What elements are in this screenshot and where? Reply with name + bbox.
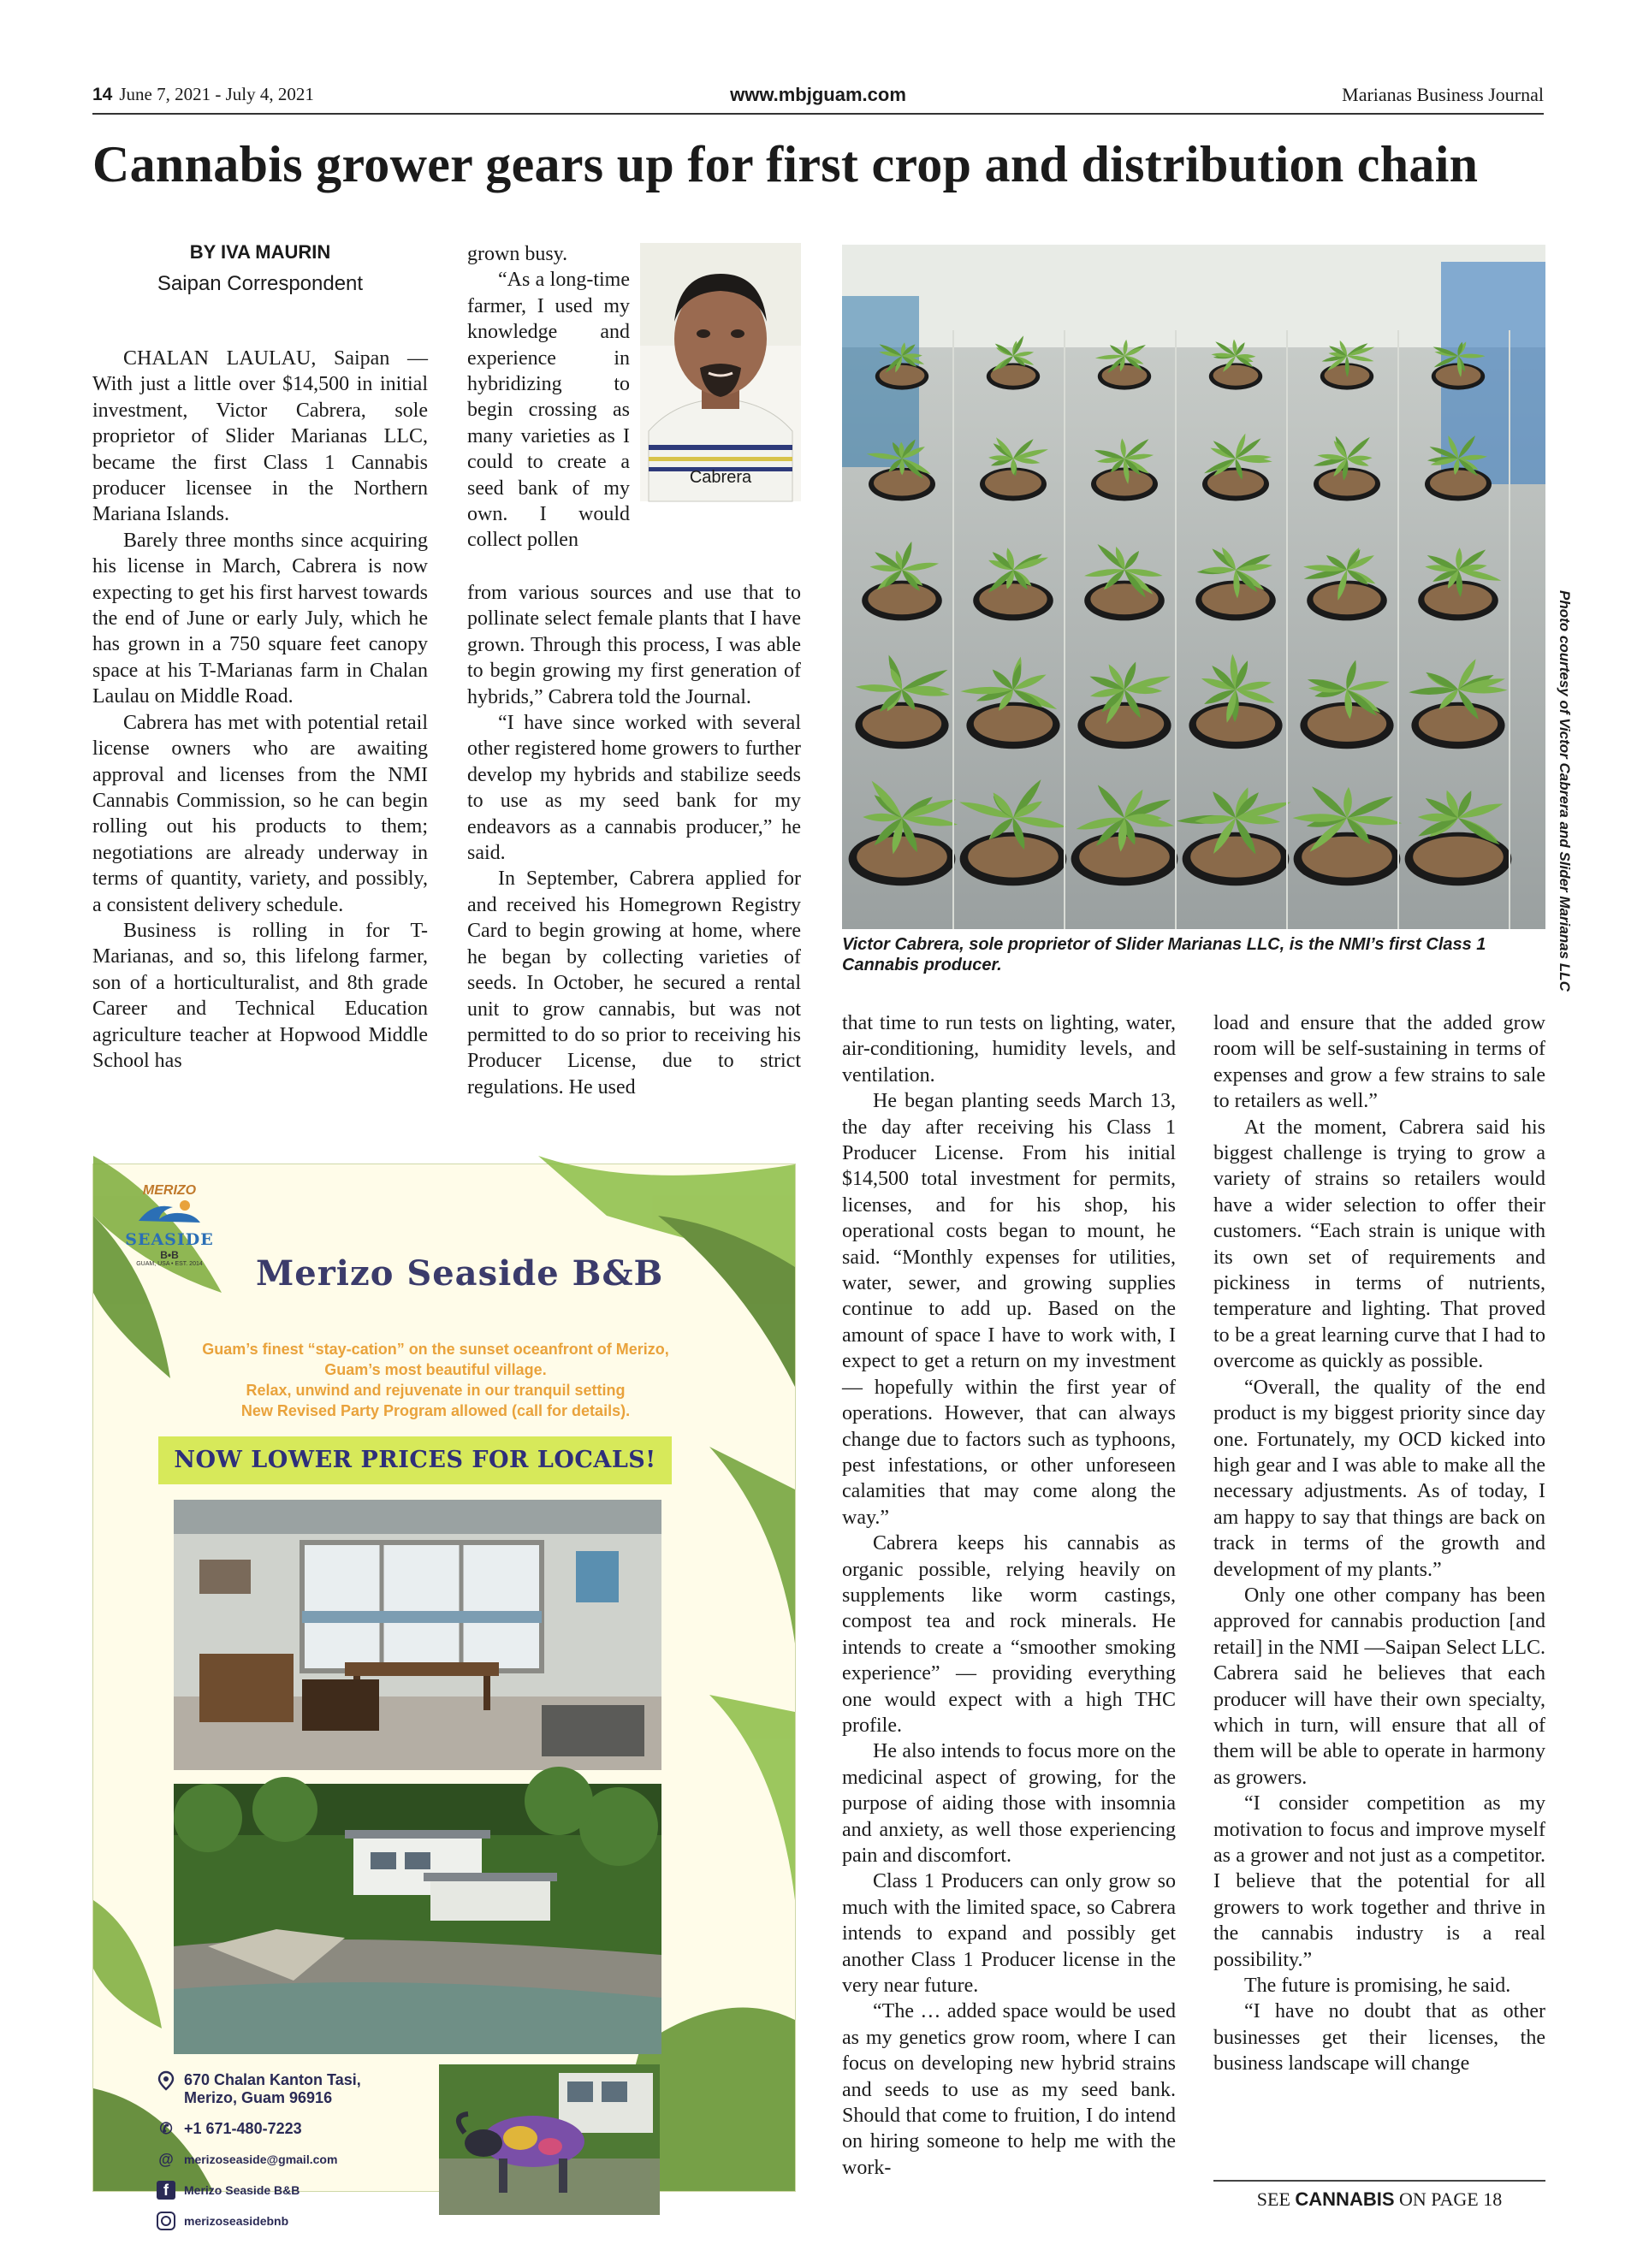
article-column-3 [842, 1010, 1176, 2181]
phone-number: +1 671-480-7223 [184, 2119, 302, 2137]
photo-credit: Photo courtesy of Victor Cabrera and Slider Marianas LLC [1557, 590, 1573, 992]
ad-exterior-photo [174, 1784, 661, 2054]
page-number: 14 [92, 85, 113, 104]
continued-jump-line[interactable]: SEE CANNABIS ON PAGE 18 [1213, 2180, 1545, 2211]
ad-logo [124, 1183, 215, 1277]
facebook-line[interactable] [157, 2181, 439, 2200]
paragraph: He began planting seeds March 13, the day after receiving his Class 1 Producer License. From his initial $14,500 total investment for permits, licenses, and for his shop, his operational costs began to mount, he said. “Monthly expenses for utilities, water, sewer, and growing supplies continue to add up. Based on the amount of space I have to work with, I expect to get a return on my investment — hopefully within the first year of operations. However, that can always change due to factors such as typhoons, pest infestations, or other unforeseen calamities that may come along the way.” [842, 1090, 1176, 1529]
facebook-icon: f [157, 2181, 175, 2200]
ad-promo-banner: NOW LOWER PRICES FOR LOCALS! [158, 1436, 672, 1484]
portrait-image [640, 243, 801, 501]
cannabis-plants-image [842, 245, 1545, 929]
paragraph: Class 1 Producers can only grow so much with the limited space, so Cabrera intends to expand and possibly get another Class 1 Producer license in the very near future. [842, 1870, 1176, 1998]
phone-line[interactable] [157, 2119, 439, 2138]
paragraph: “The … added space would be used as my genetics grow room, where I can focus on developing new hybrid strains and seeds to use as my seed bank. Should that come to fruition, I do intend on hiring someone to help me with the work- [842, 2000, 1176, 2179]
paragraph: from various sources and use that to pollinate select female plants that I have grown. Through this process, I was able to begin growing my first generation of hybrids,” Cabrera told the Journal. [467, 582, 801, 708]
wave-icon [135, 1199, 204, 1226]
logo-top-text: MERIZO [142, 1183, 197, 1198]
ad-sculpture-photo [439, 2064, 660, 2215]
instagram-handle: merizoseasidebnb [184, 2214, 289, 2228]
address-line [157, 2071, 439, 2107]
paragraph: “I consider competition as my motivation to focus and improve myself as a grower and not just as a competitor. I believe that the potential for all growers to work together and thrive in the cannabis industry is a real possibility.” [1213, 1792, 1545, 1971]
logo-sub-text: B•B [160, 1249, 179, 1261]
paragraph: In September, Cabrera applied for and received his Homegrown Registry Card to begin growing at home, where he began by collecting varieties of seeds. In October, he secured a rental unit to grow cannabis, but was not permitted to do so prior to receiving his Producer License, due to strict regulations. He used [467, 868, 801, 1098]
paragraph: Cabrera keeps his cannabis as organic possible, relying heavily on supplements like worm castings, compost tea and rock minerals. He intends to create a “smoother smoking experience” — providing everything one would expect with a high THC profile. [842, 1532, 1176, 1737]
ad-contact-info [157, 2071, 439, 2242]
paragraph: CHALAN LAULAU, Saipan —With just a little over $14,500 in initial investment, Victor Cabrera, sole proprietor of Slider Marianas LLC, became the first Class 1 Cannabis producer licensee in the Northern Mariana Islands. [92, 347, 428, 526]
phone-icon: ✆ [159, 2119, 173, 2137]
jump-keyword: CANNABIS [1295, 2188, 1395, 2210]
portrait-photo [640, 243, 801, 501]
website-link[interactable]: www.mbjguam.com [730, 84, 906, 105]
logo-main-text: SEASIDE [125, 1230, 214, 1249]
location-pin-icon [157, 2071, 175, 2090]
author-role: Saipan Correspondent [157, 272, 364, 295]
article-column-4 [1213, 1010, 1545, 2077]
facebook-handle: Merizo Seaside B&B [184, 2183, 300, 2197]
paragraph: Business is rolling in for T-Marianas, and so, this lifelong farmer, son of a horticulturalist, and 8th grade Career and Technical Education agriculture teacher at Hopwood Middle School has [92, 919, 428, 1072]
paragraph: “As a long-time farmer, I used my knowledge and experience in hybridizing to begin crossing as many varieties as I could to create a seed bank of my own. I would collect pollen [467, 269, 630, 552]
issue-dates: June 7, 2021 - July 4, 2021 [119, 84, 314, 104]
article-column-2-top [467, 241, 630, 554]
address-line-1: 670 Chalan Kanton Tasi, [184, 2071, 361, 2088]
paragraph: grown busy. [467, 243, 568, 265]
page-header [92, 84, 1544, 115]
article-column-1 [92, 346, 428, 1074]
main-photo [842, 245, 1545, 929]
portrait-caption: Cabrera [689, 468, 752, 487]
article-column-2-bottom [467, 580, 801, 1100]
paragraph: He also intends to focus more on the medicinal aspect of growing, for the purpose of aiding those with insomnia and anxiety, as well those experiencing pain and discomfort. [842, 1740, 1176, 1867]
paragraph: Barely three months since acquiring his license in March, Cabrera is now expecting to get his first harvest towards the end of June or early July, which he has grown in a 750 square feet canopy space at his T-Marianas farm in Chalan Laulau on Middle Road. [92, 529, 428, 708]
publication-name: Marianas Business Journal [1342, 84, 1544, 105]
paragraph: that time to run tests on lighting, water, air-conditioning, humidity levels, and ventilation. [842, 1012, 1176, 1087]
merizo-seaside-ad[interactable] [92, 1164, 796, 2228]
beachfront-house-image [174, 1784, 661, 2054]
article-headline: Cannabis grower gears up for first crop and distribution chain [92, 136, 1479, 192]
ad-title: Merizo Seaside B&B [256, 1253, 664, 1294]
carabao-sculpture-image [439, 2064, 660, 2215]
paragraph: “I have since worked with several other registered home growers to further develop my hybrids and stabilize seeds to use as my seed bank for my endeavors as a cannabis producer,” he said. [467, 712, 801, 865]
dining-room-image [174, 1500, 661, 1770]
email-address: merizoseaside@gmail.com [184, 2153, 338, 2166]
email-line[interactable] [157, 2150, 439, 2169]
paragraph: Only one other company has been approved for cannabis production [and retail] in the NMI —Saipan Select LLC. Cabrera said he believes that each producer will have their own specialty, which in turn, will ensure that all of them will be able to operate in harmony as growers. [1213, 1584, 1545, 1789]
address-line-2: Merizo, Guam 96916 [184, 2089, 333, 2106]
paragraph: The future is promising, he said. [1244, 1975, 1511, 1998]
email-icon: @ [158, 2150, 174, 2168]
ad-tagline: Guam’s finest “stay-cation” on the sunset oceanfront of Merizo, Guam’s most beautiful village. Relax, unwind and rejuvenate in our tranquil setting New Revised Party Program allowed (call for details). [202, 1341, 669, 1419]
ad-interior-photo [174, 1500, 661, 1770]
author-name: BY IVA MAURIN [189, 241, 331, 263]
byline [92, 241, 428, 296]
paragraph: load and ensure that the added grow room will be self-sustaining in terms of expenses and grow a few strains to sale to retailers as well.” [1213, 1012, 1545, 1113]
instagram-icon [157, 2212, 175, 2230]
paragraph: Cabrera has met with potential retail license owners who are awaiting approval and licenses from the NMI Cannabis Commission, so he can begin rolling out his products to them; negotiations are already underway in terms of quantity, variety, and possibly, a consistent delivery schedule. [92, 711, 428, 916]
instagram-line[interactable] [157, 2212, 439, 2230]
paragraph: “I have no doubt that as other businesses get their licenses, the business landscape will change [1213, 2000, 1545, 2076]
logo-est-text: GUAM, USA • EST. 2014 [136, 1261, 203, 1267]
main-photo-caption: Victor Cabrera, sole proprietor of Slider Marianas LLC, is the NMI’s first Class 1 Cannabis producer. [842, 935, 1486, 974]
paragraph: At the moment, Cabrera said his biggest challenge is trying to grow a variety of strains so retailers would have a wider selection to offer their customers. “Each strain is unique with its own set of requirements and pickiness in terms of nutrients, temperature and lighting. That proved to be a great learning curve that I had to overcome as quickly as possible. [1213, 1116, 1545, 1373]
paragraph: “Overall, the quality of the end product is my biggest priority since day one. Fortunately, my OCD kicked into high gear and I was able to make all the necessary adjustments. As of today, I am happy to say that things are back on track in terms of the growth and development of my plants.” [1213, 1376, 1545, 1581]
